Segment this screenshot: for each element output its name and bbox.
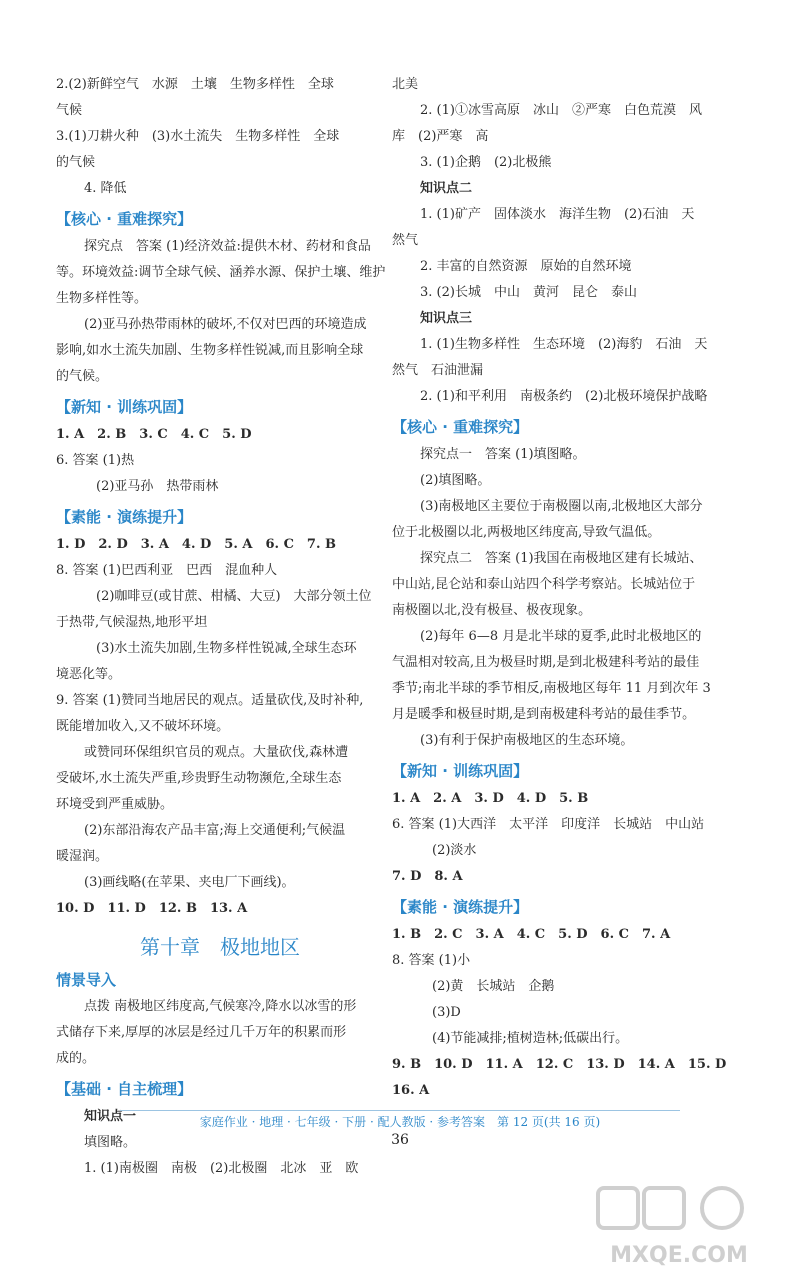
text-line: 2. (1)和平利用 南极条约 (2)北极环境保护战略 [420,389,708,404]
text-line: 探究点二 答案 (1)我国在南极地区建有长城站、 [420,551,703,566]
text-line: (3)南极地区主要位于南极圈以南,北极地区大部分 [420,499,703,514]
text-line: 受破坏,水土流失严重,珍贵野生动物濒危,全球生态 [56,771,342,786]
text-line: 7. D 8. A [392,869,463,884]
subsection-label: 知识点三 [420,311,473,326]
text-line: 境恶化等。 [56,667,122,682]
svg-text:MXQE.COM: MXQE.COM [610,1243,748,1268]
text-line: 既能增加收入,又不破坏环境。 [56,719,230,734]
page-footer: 家庭作业 · 地理 · 七年级 · 下册 · 配人教版 · 参考答案 第 12 页(共 16 页) [120,1110,680,1130]
text-line: 填图略。 [84,1135,137,1150]
text-line: 3.(1)刀耕火种 (3)水土流失 生物多样性 全球 [56,129,340,144]
text-line: 2. (1)①冰雪高原 冰山 ②严寒 白色荒漠 风 [420,103,702,118]
text-line: (2)每年 6—8 月是北半球的夏季,此时北极地区的 [420,629,702,644]
text-line: 库 (2)严寒 高 [392,129,489,144]
text-line: 3. (2)长城 中山 黄河 昆仑 泰山 [420,285,637,300]
text-line: (3)水土流失加剧,生物多样性锐减,全球生态环 [96,641,357,656]
text-line: (2)东部沿海农产品丰富;海上交通便利;气候温 [84,823,346,838]
subsection-label: 知识点二 [420,181,473,196]
text-line: 位于北极圈以北,两极地区纬度高,导致气温低。 [392,525,661,540]
text-line: 北美 [392,77,419,92]
text-line: 点拨 南极地区纬度高,气候寒冷,降水以冰雪的形 [84,999,357,1014]
text-line: (3)有利于保护南极地区的生态环境。 [420,733,634,748]
text-line: 1. A 2. A 3. D 4. D 5. B [392,791,589,806]
text-line: (2)黄 长城站 企鹅 [432,979,555,994]
text-line: 1. A 2. B 3. C 4. C 5. D [56,427,252,442]
text-line: 然气 石油泄漏 [392,363,484,378]
text-line: 16. A [392,1083,430,1098]
text-line: 等。环境效益:调节全球气候、涵养水源、保护土壤、维护 [56,265,386,280]
text-line: 季节;南北半球的季节相反,南极地区每年 11 月到次年 3 [392,681,711,696]
section-header: 【素能 · 演练提升】 [392,898,529,916]
page-number: 36 [391,1132,409,1148]
text-line: 1. (1)矿产 固体淡水 海洋生物 (2)石油 天 [420,207,695,222]
subsection-label: 知识点一 [84,1109,137,1124]
text-line: 生物多样性等。 [56,291,148,306]
section-header: 【核心 · 重难探究】 [392,418,529,436]
text-line: (2)咖啡豆(或甘蔗、柑橘、大豆) 大部分领土位 [96,589,372,604]
text-line: (3)画线略(在苹果、夹电厂下画线)。 [84,875,295,890]
text-line: 中山站,昆仑站和泰山站四个科学考察站。长城站位于 [392,577,696,592]
text-line: 8. 答案 (1)巴西利亚 巴西 混血种人 [56,563,278,578]
section-header: 【核心 · 重难探究】 [56,210,193,228]
text-line: 气温相对较高,且为极昼时期,是到北极建科考站的最佳 [392,655,700,670]
text-line: 的气候 [56,155,96,170]
text-line: (2)亚马孙热带雨林的破坏,不仅对巴西的环境造成 [84,317,367,332]
section-header: 【新知 · 训练巩固】 [56,398,193,416]
text-line: 的气候。 [56,369,109,384]
chapter-title: 第十章 极地地区 [140,935,300,959]
text-line: 或赞同环保组织官员的观点。大量砍伐,森林遭 [84,745,349,760]
text-line: 探究点一 答案 (1)填图略。 [420,447,586,462]
text-line: 气候 [56,103,83,118]
section-header: 【新知 · 训练巩固】 [392,762,529,780]
text-line: 4. 降低 [84,181,127,196]
text-line: 6. 答案 (1)热 [56,453,135,468]
text-line: 于热带,气候湿热,地形平坦 [56,615,208,630]
text-line: (2)填图略。 [420,473,491,488]
text-line: 6. 答案 (1)大西洋 太平洋 印度洋 长城站 中山站 [392,817,705,832]
text-line: 影响,如水土流失加剧、生物多样性锐减,而且影响全球 [56,343,364,358]
right-column [392,72,727,1104]
text-line: 9. 答案 (1)赞同当地居民的观点。适量砍伐,及时补种, [56,693,364,708]
text-line: 然气 [392,233,419,248]
left-column [56,72,384,1182]
text-line: 式储存下来,厚厚的冰层是经过几千万年的积累而形 [56,1025,347,1040]
text-line: 1. D 2. D 3. A 4. D 5. A 6. C 7. B [56,537,337,552]
text-line: 2.(2)新鲜空气 水源 土壤 生物多样性 全球 [56,77,334,92]
text-line: 月是暖季和极昼时期,是到南极建科考站的最佳季节。 [392,707,696,722]
text-line: 8. 答案 (1)小 [392,953,471,968]
text-line: 1. B 2. C 3. A 4. C 5. D 6. C 7. A [392,927,671,942]
text-line: (2)亚马孙 热带雨林 [96,479,219,494]
text-line: (4)节能减排;植树造林;低碳出行。 [432,1031,629,1046]
text-line: 1. (1)生物多样性 生态环境 (2)海豹 石油 天 [420,337,708,352]
text-line: (3)D [432,1005,461,1020]
section-header: 【基础 · 自主梳理】 [56,1080,193,1098]
text-line: 成的。 [56,1051,96,1066]
section-header: 情景导入 [56,971,117,989]
text-line: 1. (1)南极圈 南极 (2)北极圈 北冰 亚 欧 [84,1161,359,1176]
text-line: 环境受到严重威胁。 [56,797,174,812]
text-line: 暖湿润。 [56,849,109,864]
text-line: 探究点 答案 (1)经济效益:提供木材、药材和食品 [84,239,371,254]
text-line: 10. D 11. D 12. B 13. A [56,901,248,916]
watermark-logo [594,1182,764,1272]
text-line: 2. 丰富的自然资源 原始的自然环境 [420,259,632,274]
text-line: 南极圈以北,没有极昼、极夜现象。 [392,603,592,618]
section-header: 【素能 · 演练提升】 [56,508,193,526]
text-line: 9. B 10. D 11. A 12. C 13. D 14. A 15. D [392,1057,727,1072]
text-line: (2)淡水 [432,843,477,858]
text-line: 3. (1)企鹅 (2)北极熊 [420,155,552,170]
